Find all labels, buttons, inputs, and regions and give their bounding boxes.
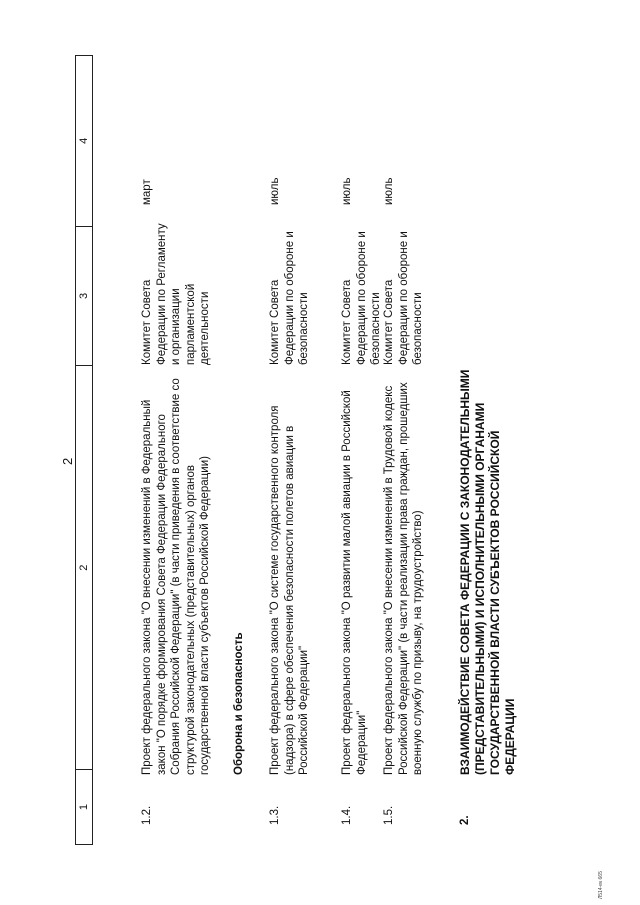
row-number: 1.4. [341,805,353,825]
row-deadline: июль [383,177,395,205]
row-responsible: Комитет Совета Федерации по обороне и безопасности [341,231,382,365]
header-col-1: 1 [76,769,92,844]
row-text: Проект федерального закона "О внесении изменений в Трудовой кодекс Российской Федерации" (в части реализации права граждан, прошедших военную службу по призыву, на трудоустройство) [383,382,424,775]
row-deadline: июль [341,177,353,205]
row-number: 1.3. [269,805,281,825]
page-number: 2 [60,457,75,465]
row-text: Проект федерального закона "О внесении изменений в Федеральный закон "О порядке формирования Совета Федерации Федерального Собрания Российской Федерации" (в части приведения в соответствие со структурой законодательных (представительных) органов государственной власти субъектов Российской Федерации) [141,378,211,775]
section-heading: ВЗАИМОДЕЙСТВИЕ СОВЕТА ФЕДЕРАЦИИ С ЗАКОНОДАТЕЛЬНЫМИ (ПРЕДСТАВИТЕЛЬНЫМИ) И ИСПОЛНИТЕЛЬНЫМИ ОРГАНАМИ ГОСУДАРСТВЕННОЙ ВЛАСТИ СУБЪЕКТОВ РОССИЙСКОЙ ФЕДЕРАЦИИ [458,369,517,775]
header-col-4: 4 [78,137,90,144]
row-responsible: Комитет Совета Федерации по Регламенту и организации парламентской деятельности [141,223,211,365]
row-text: Проект федерального закона "О системе государственного контроля (надзора) в сфере обеспечения безопасности полетов авиации в Российской Федерации" [269,405,310,775]
row-number: 1.2. [141,805,153,825]
row-number: 1.5. [383,805,395,825]
row-text: Проект федерального закона "О развитии малой авиации в Российской Федерации" [341,390,368,775]
footnote: Л514-вк 665 [598,871,604,899]
table-header [75,55,93,845]
header-col-3: 3 [76,226,92,366]
row-deadline: июль [269,177,281,205]
row-responsible: Комитет Совета Федерации по обороне и безопасности [269,231,310,365]
row-responsible: Комитет Совета Федерации по обороне и безопасности [383,231,424,365]
row-deadline: март [141,179,153,205]
section-number: 2. [459,815,471,825]
section-title: Оборона и безопасность [233,632,245,775]
header-col-2: 2 [76,365,92,769]
